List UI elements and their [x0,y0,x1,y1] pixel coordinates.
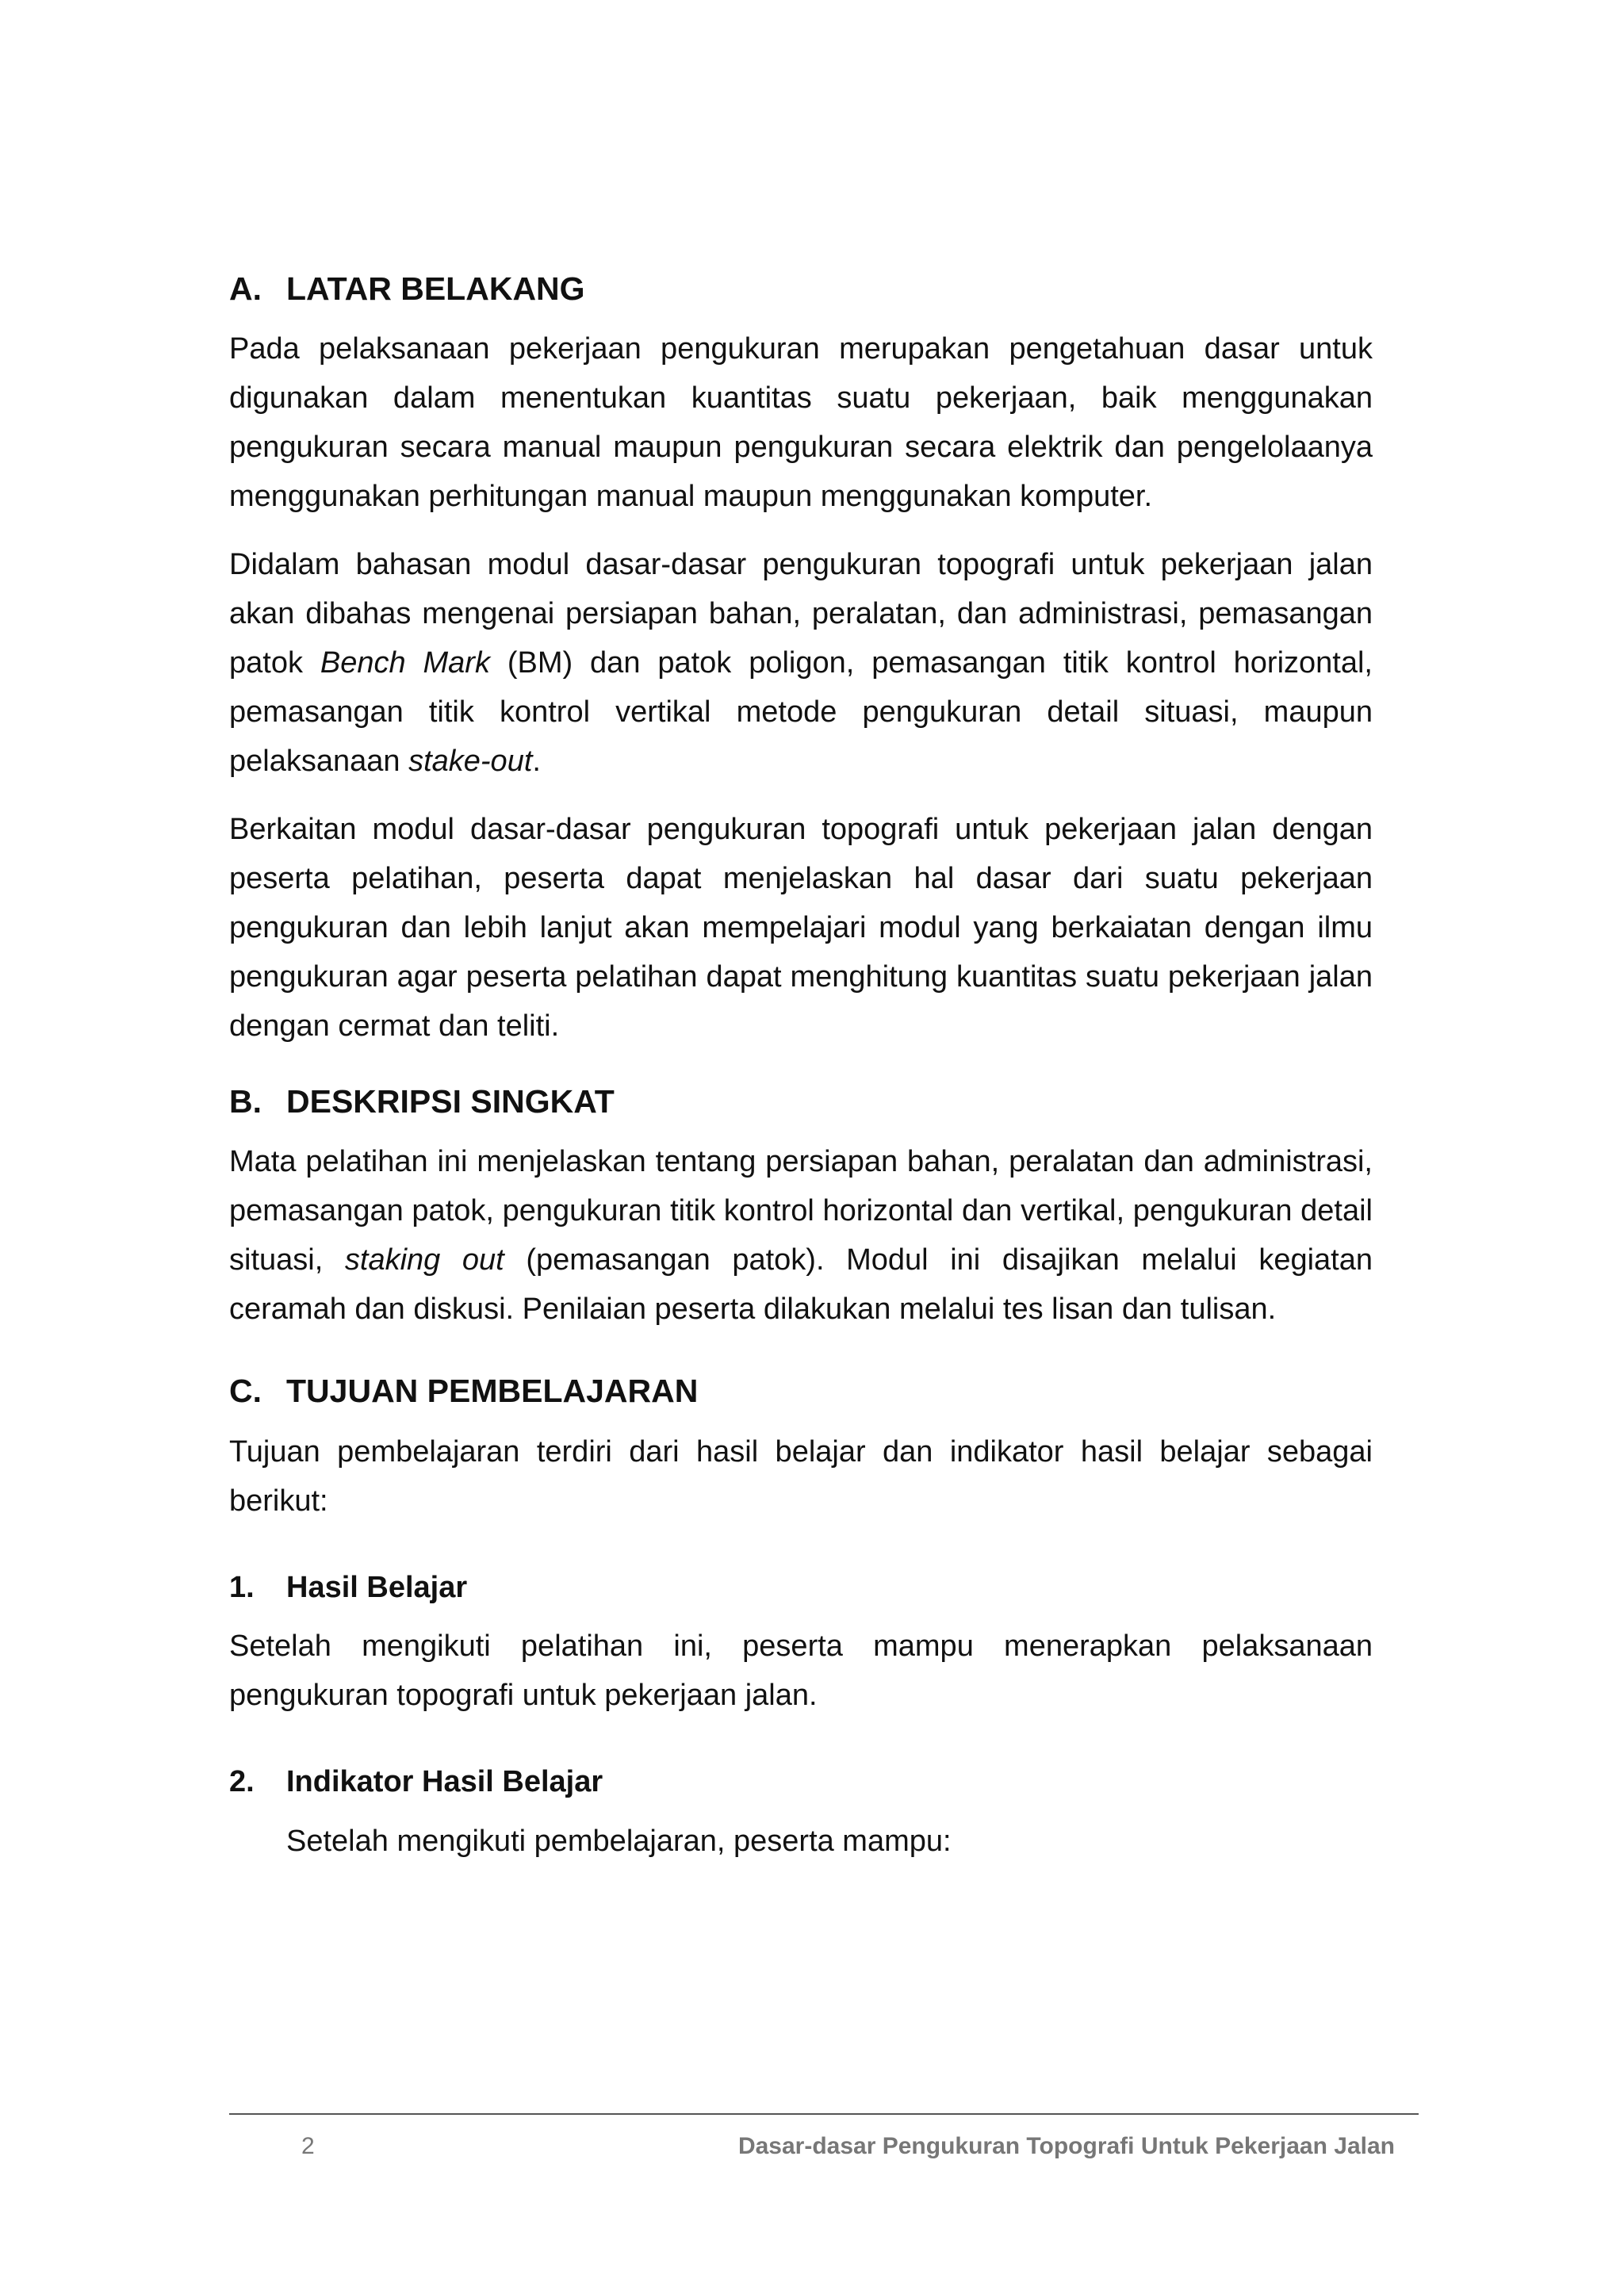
subsection-title: Indikator Hasil Belajar [286,1765,603,1799]
subsection-heading-1 [229,1570,1373,1607]
section-heading-c [229,1372,1373,1411]
subsection-title: Hasil Belajar [286,1570,468,1604]
document-body [229,270,1373,1885]
subsection-heading-2 [229,1764,1373,1801]
section-number: C. [229,1373,262,1410]
paragraph: Berkaitan modul dasar-dasar pengukuran topografi untuk pekerjaan jalan dengan peserta pelatihan, peserta dapat menjelaskan hal dasar dari suatu pekerjaan pengukuran dan lebih lanjut akan mempelajari modul yang berkaiatan dengan ilmu pengukuran agar peserta pelatihan dapat menghitung kuantitas suatu pekerjaan jalan dengan cermat dan teliti. [229,813,1373,1044]
subsection-number: 2. [229,1765,255,1799]
page-number: 2 [301,2133,315,2159]
paragraph: Didalam bahasan modul dasar-dasar pengukuran topografi untuk pekerjaan jalan akan dibahas mengenai persiapan bahan, peralatan, dan administrasi, pemasangan patok Bench Mark (BM) dan patok poligon, pemasangan titik kontrol horizontal, pemasangan titik kontrol vertikal metode pengukuran detail situasi, maupun pelaksanaan stake-out. [229,548,1373,779]
paragraph: Setelah mengikuti pembelajaran, peserta mampu: [286,1824,952,1858]
section-heading-a [229,270,1373,308]
section-number: A. [229,270,262,307]
paragraph: Mata pelatihan ini menjelaskan tentang persiapan bahan, peralatan dan administrasi, pemasangan patok, pengukuran titik kontrol horizontal dan vertikal, pengukuran detail situasi, staking out (pemasangan patok). Modul ini disajikan melalui kegiatan ceramah dan diskusi. Penilaian peserta dilakukan melalui tes lisan dan tulisan. [229,1145,1373,1327]
section-title: LATAR BELAKANG [286,270,585,307]
footer-divider [229,2113,1419,2115]
section-title: TUJUAN PEMBELAJARAN [286,1373,699,1410]
section-number: B. [229,1083,262,1120]
italic-term: Bench Mark [320,646,490,680]
section-title: DESKRIPSI SINGKAT [286,1083,615,1120]
paragraph: Setelah mengikuti pelatihan ini, peserta mampu menerapkan pelaksanaan pengukuran topografi untuk pekerjaan jalan. [229,1630,1373,1713]
running-title: Dasar-dasar Pengukuran Topografi Untuk Pekerjaan Jalan [737,2133,1395,2159]
subsection-number: 1. [229,1570,255,1604]
paragraph: Tujuan pembelajaran terdiri dari hasil belajar dan indikator hasil belajar sebagai berikut: [229,1434,1373,1518]
paragraph: Pada pelaksanaan pekerjaan pengukuran merupakan pengetahuan dasar untuk digunakan dalam menentukan kuantitas suatu pekerjaan, baik menggunakan pengukuran secara manual maupun pengukuran secara elektrik dan pengelolaanya menggunakan perhitungan manual maupun menggunakan komputer. [229,332,1373,514]
italic-term: staking out [344,1243,504,1277]
section-heading-b [229,1082,1373,1121]
italic-term: stake-out [408,745,533,779]
